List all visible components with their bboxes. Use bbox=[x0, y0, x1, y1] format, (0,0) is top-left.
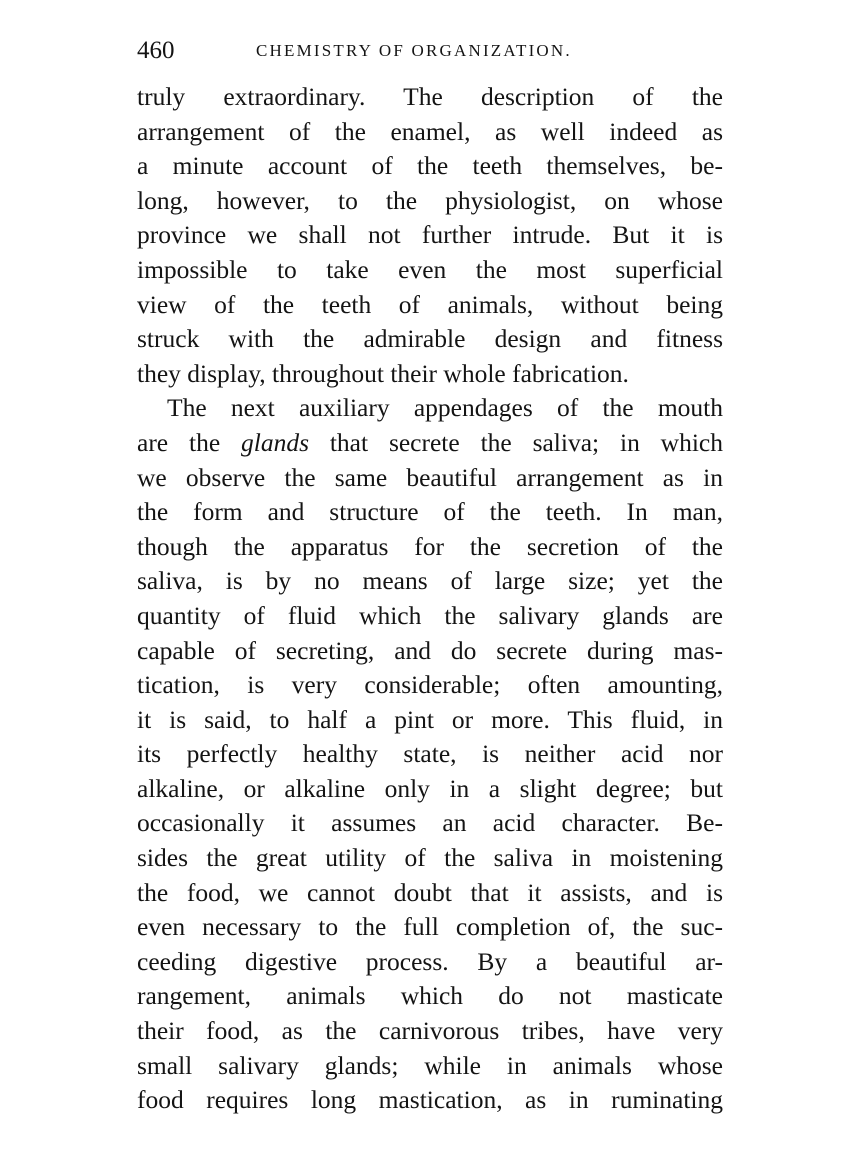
text-line: they display, throughout their whole fabrication. bbox=[137, 358, 629, 388]
text-line: food requires long mastication, as in ruminating bbox=[137, 1085, 723, 1115]
italic-term-glands: glands bbox=[240, 427, 309, 457]
text-line: impossible to take even the most superficial bbox=[137, 254, 723, 284]
text-line: it is said, to half a pint or more. This fluid, in bbox=[137, 704, 723, 734]
text-line: The next auxiliary appendages of the mouth bbox=[167, 393, 723, 423]
text-line: even necessary to the full completion of, the suc- bbox=[137, 912, 723, 942]
text-line: arrangement of the enamel, as well indeed as bbox=[137, 116, 723, 146]
paragraph-saliva bbox=[137, 391, 723, 1117]
text-line: capable of secreting, and do secrete during mas- bbox=[137, 635, 723, 665]
running-head bbox=[137, 36, 723, 66]
body-text bbox=[137, 80, 723, 1118]
text-line: we observe the same beautiful arrangement as in bbox=[137, 462, 723, 492]
text-line: their food, as the carnivorous tribes, have very bbox=[137, 1016, 723, 1046]
text-segment: are the bbox=[137, 427, 241, 457]
text-line: saliva, is by no means of large size; yet the bbox=[137, 566, 723, 596]
text-line: the form and structure of the teeth. In man, bbox=[137, 497, 723, 527]
text-line: a minute account of the teeth themselves, be- bbox=[137, 151, 723, 181]
text-line: small salivary glands; while in animals whose bbox=[137, 1050, 723, 1080]
text-line: truly extraordinary. The description of the bbox=[137, 82, 723, 111]
page-number: 460 bbox=[137, 37, 175, 64]
text-line: province we shall not further intrude. But it is bbox=[137, 220, 723, 250]
text-line: rangement, animals which do not masticate bbox=[137, 981, 723, 1011]
text-line: alkaline, or alkaline only in a slight degree; but bbox=[137, 773, 723, 803]
paragraph-enamel bbox=[137, 80, 723, 391]
text-line: long, however, to the physiologist, on whose bbox=[137, 185, 723, 215]
text-segment: that secrete the saliva; in which bbox=[309, 427, 723, 457]
text-line: ceeding digestive process. By a beautiful ar- bbox=[137, 946, 723, 976]
text-line: quantity of fluid which the salivary glands are bbox=[137, 600, 723, 630]
text-line: though the apparatus for the secretion of the bbox=[137, 531, 723, 561]
text-line-with-italic bbox=[137, 426, 723, 461]
text-line: tication, is very considerable; often amounting, bbox=[137, 670, 723, 700]
text-line: occasionally it assumes an acid character. Be- bbox=[137, 808, 723, 838]
text-line: the food, we cannot doubt that it assists, and is bbox=[137, 877, 723, 907]
text-line: view of the teeth of animals, without being bbox=[137, 289, 723, 319]
text-line: struck with the admirable design and fitness bbox=[137, 324, 723, 354]
text-line: sides the great utility of the saliva in moistening bbox=[137, 843, 723, 873]
running-title: CHEMISTRY OF ORGANIZATION. bbox=[256, 41, 572, 60]
text-line: its perfectly healthy state, is neither acid nor bbox=[137, 739, 723, 769]
